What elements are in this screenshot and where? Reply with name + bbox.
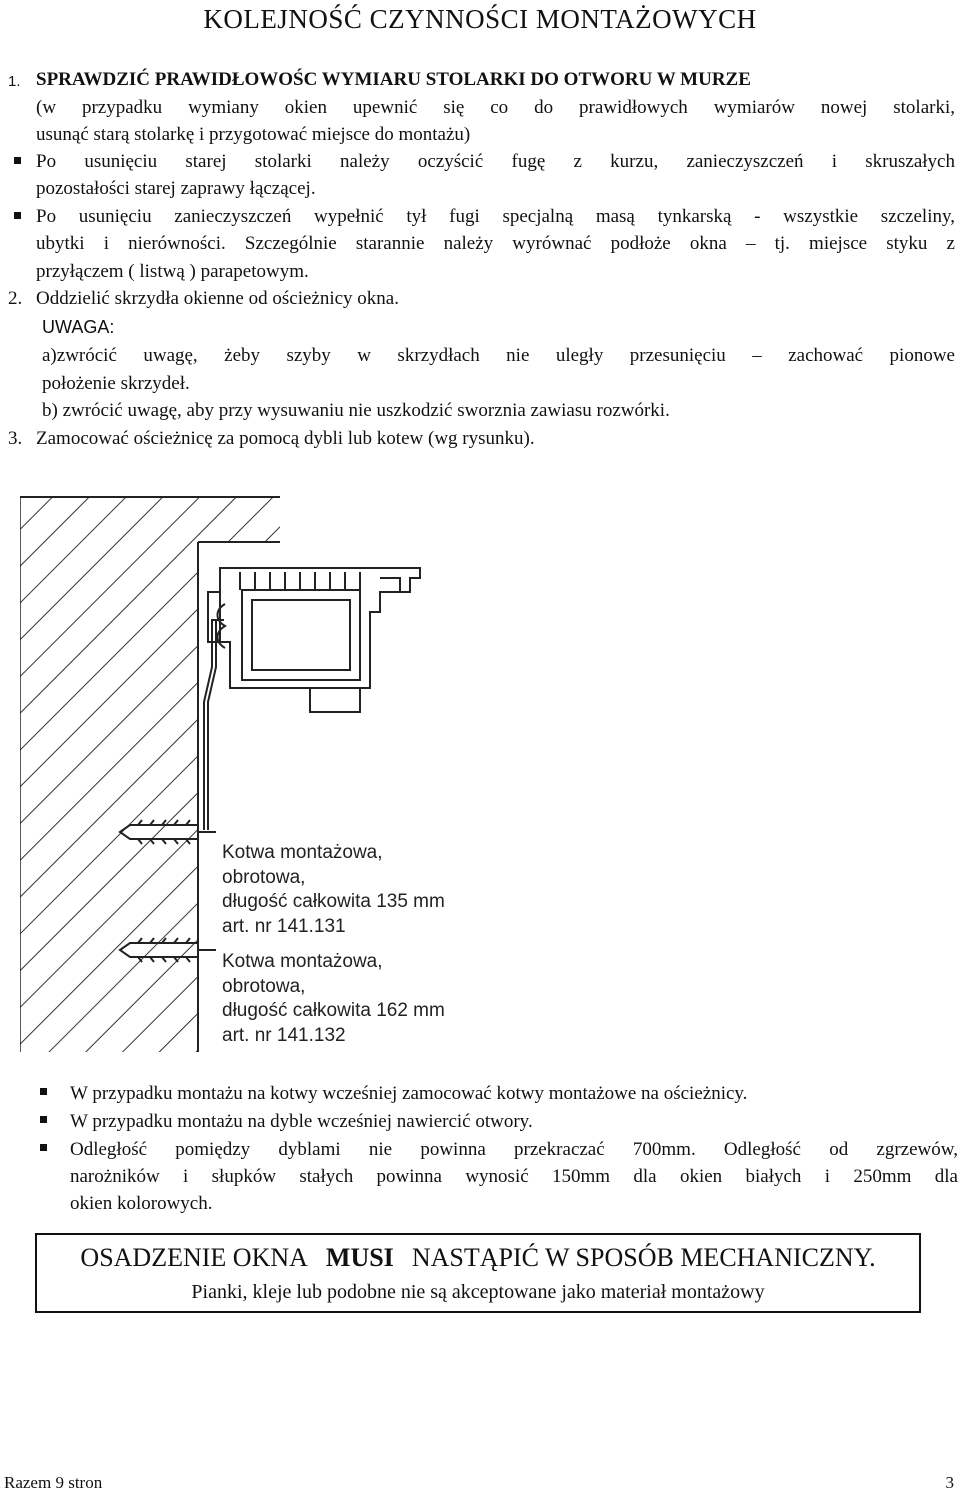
frame-profile bbox=[208, 568, 420, 712]
section1-intro-line2: usunąć starą stolarkę i przygotować miejsce do montażu) bbox=[36, 124, 471, 145]
anchor1-label-line4: art. nr 141.131 bbox=[222, 916, 346, 937]
bottom-bullet3-line2: narożników i słupków stałych powinna wynosić 150mm dla okien białych i 250mm dla bbox=[70, 1166, 958, 1187]
anchor-strap bbox=[204, 620, 224, 830]
section3-text: Zamocować ościeżnicę za pomocą dybli lub kotew (wg rysunku). bbox=[36, 428, 535, 449]
bottom-bullet2: W przypadku montażu na dyble wcześniej nawiercić otwory. bbox=[70, 1111, 533, 1132]
notice-subtext: Pianki, kleje lub podobne nie są akceptowane jako materiał montażowy bbox=[191, 1281, 765, 1303]
anchor2-label-line3: długość całkowita 162 mm bbox=[222, 1000, 445, 1021]
section1-number: 1. bbox=[8, 73, 21, 90]
anchor2-label-line2: obrotowa, bbox=[222, 976, 306, 997]
anchor2-label-line4: art. nr 141.132 bbox=[222, 1025, 346, 1046]
bullet-marker bbox=[40, 1088, 47, 1095]
footer-page-number: 3 bbox=[945, 1473, 954, 1492]
section1-bullet1-line1: Po usunięciu starej stolarki należy oczyścić fugę z kurzu, zanieczyszczeń i skruszałych bbox=[36, 151, 955, 172]
section1-intro-line1: (w przypadku wymiany okien upewnić się co do prawidłowych wymiarów nowej stolarki, bbox=[36, 97, 955, 118]
bullet-marker bbox=[40, 1144, 47, 1151]
notice-part2: NASTĄPIĆ W SPOSÓB MECHANICZNY. bbox=[411, 1243, 876, 1272]
bottom-bullet1: W przypadku montażu na kotwy wcześniej zamocować kotwy montażowe na ościeżnicy. bbox=[70, 1083, 748, 1104]
section1-bullet2-line2: ubytki i nierówności. Szczególnie starannie należy wyrównać podłoże okna – tj. miejsce styku z bbox=[36, 233, 955, 254]
notice-part1: OSADZENIE OKNA bbox=[80, 1243, 308, 1272]
anchor1-label-line1: Kotwa montażowa, bbox=[222, 842, 383, 863]
section1-bullet1-line2: pozostałości starej zaprawy łączącej. bbox=[36, 178, 316, 199]
anchor1-label-line3: długość całkowita 135 mm bbox=[222, 891, 445, 912]
notice-musi: MUSI bbox=[325, 1243, 394, 1272]
page-title: KOLEJNOŚĆ CZYNNOŚCI MONTAŻOWYCH bbox=[203, 4, 757, 34]
bullet-marker bbox=[40, 1116, 47, 1123]
section3-number: 3. bbox=[8, 428, 23, 449]
bullet-marker bbox=[14, 212, 21, 219]
section2-text: Oddzielić skrzydła okienne od ościeżnicy okna. bbox=[36, 288, 399, 309]
section2-note-b: b) zwrócić uwagę, aby przy wysuwaniu nie uszkodzić sworznia zawiasu rozwórki. bbox=[42, 400, 670, 421]
footer-total-pages: Razem 9 stron bbox=[4, 1473, 103, 1492]
section1-heading: SPRAWDZIĆ PRAWIDŁOWOŚC WYMIARU STOLARKI DO OTWORU W MURZE bbox=[36, 69, 751, 90]
anchor1-label-line2: obrotowa, bbox=[222, 867, 306, 888]
notice-headline bbox=[37, 1243, 919, 1273]
bottom-bullet3-line3: okien kolorowych. bbox=[70, 1193, 213, 1214]
uwaga-label: UWAGA: bbox=[42, 317, 115, 337]
anchor2-label-line1: Kotwa montażowa, bbox=[222, 951, 383, 972]
section2-note-a-line1: a)zwrócić uwagę, żeby szyby w skrzydłach nie uległy przesunięciu – zachować pionowe bbox=[42, 345, 955, 366]
bottom-bullet3-line1: Odległość pomiędzy dyblami nie powinna przekraczać 700mm. Odległość od zgrzewów, bbox=[70, 1139, 958, 1160]
mechanical-mounting-notice bbox=[35, 1233, 921, 1313]
section1-bullet2-line3: przyłączem ( listwą ) parapetowym. bbox=[36, 261, 309, 282]
bullet-marker bbox=[14, 157, 21, 164]
mounting-diagram bbox=[20, 492, 490, 1064]
section2-note-a-line2: położenie skrzydeł. bbox=[42, 373, 190, 394]
section2-number: 2. bbox=[8, 288, 23, 309]
section1-bullet2-line1: Po usunięciu zanieczyszczeń wypełnić tył fugi specjalną masą tynkarską - wszystkie szczeliny, bbox=[36, 206, 955, 227]
